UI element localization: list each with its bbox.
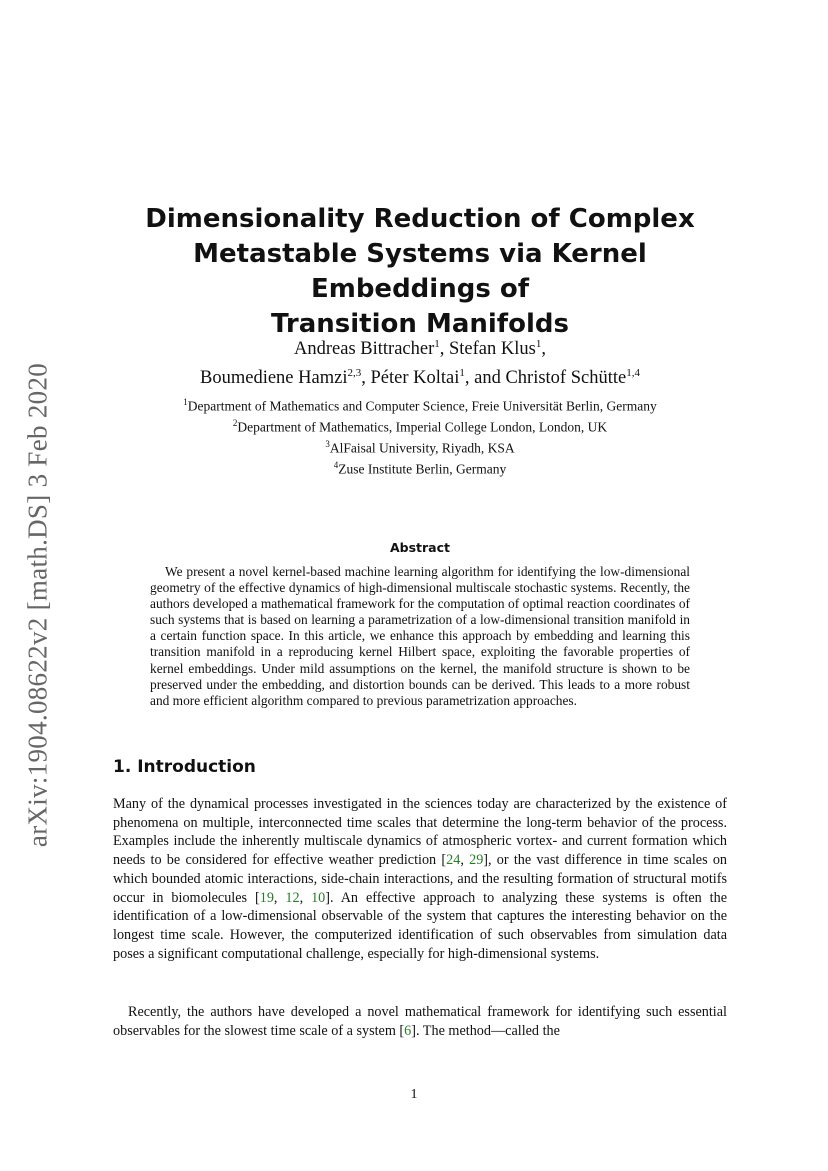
citation-link[interactable]: 10: [311, 889, 326, 906]
paragraph-text: ]. An effective approach to analyzing these systems is often the identification of a low-dimensional observable of the system that captures the interesting behavior on the longest time scale. However, the computerized identification of such observables from simulation data poses a significant computational challenge, especially for high-dimensional systems.: [113, 889, 728, 962]
citation-link[interactable]: 24: [446, 852, 461, 869]
paragraph-text: ]. The method—called the: [411, 1022, 560, 1039]
abstract-heading: Abstract: [389, 540, 451, 555]
affiliation-list: [100, 394, 740, 478]
affiliation-mark: 3: [325, 439, 330, 449]
affiliation-text: Zuse Institute Berlin, Germany: [338, 461, 507, 477]
affiliation: [100, 436, 740, 457]
paragraph-text: Many of the dynamical processes investigated in the sciences today are characterized by the existence of phenomena on multiple, interconnected time scales that determine the long-term behavior of the process. Examples include the inherently multiscale dynamics of atmospheric vortex- and current formation which needs to be considered for effective weather prediction [: [113, 796, 727, 869]
author-affiliation-mark: 1: [459, 367, 465, 380]
paper-title: [100, 202, 740, 342]
author-name: Boumediene Hamzi: [200, 368, 348, 389]
citation-separator: ,: [460, 852, 470, 869]
author-separator: ,: [439, 339, 449, 360]
arxiv-identifier: arXiv:1904.08622v2 [math.DS] 3 Feb 2020: [22, 362, 53, 848]
title-line: Metastable Systems via Kernel Embeddings of: [193, 239, 647, 304]
affiliation-text: Department of Mathematics, Imperial College London, London, UK: [237, 419, 608, 435]
author-name: Christof Schütte: [505, 368, 627, 389]
affiliation: [100, 457, 740, 478]
citation-link[interactable]: 29: [469, 852, 484, 869]
affiliation-text: AlFaisal University, Riyadh, KSA: [329, 440, 515, 456]
citation-link[interactable]: 19: [259, 889, 274, 906]
arxiv-sidebar: [8, 350, 68, 860]
section-heading-introduction: 1. Introduction: [113, 757, 256, 777]
author-affiliation-mark: 2,3: [347, 367, 362, 380]
citation-separator: ,: [273, 889, 286, 906]
affiliation-mark: 2: [232, 418, 238, 428]
introduction-paragraph: [113, 795, 727, 963]
title-line: Transition Manifolds: [271, 309, 569, 339]
author-name: Péter Koltai: [370, 368, 460, 389]
affiliation-mark: 4: [333, 460, 339, 470]
affiliation: [100, 415, 740, 436]
paragraph-text: Recently, the authors have developed a novel mathematical framework for identifying such essential observables for the slowest time scale of a system [: [113, 1004, 727, 1039]
author-name: Stefan Klus: [449, 339, 536, 360]
author-affiliation-mark: 1,4: [626, 367, 640, 380]
author-affiliation-mark: 1: [535, 338, 542, 350]
author-name: Andreas Bittracher: [294, 339, 435, 360]
paragraph-text: ], or the vast difference in time scales on which bounded atomic interactions, side-chain interactions, and the resulting formation of structural motifs occur in biomolecules [: [113, 852, 728, 906]
page-number: 1: [410, 1087, 418, 1102]
introduction-paragraph: [113, 1003, 727, 1040]
affiliation-text: Department of Mathematics and Computer Science, Freie Universität Berlin, Germany: [187, 398, 657, 414]
title-line: Dimensionality Reduction of Complex: [145, 204, 695, 234]
abstract-text: We present a novel kernel-based machine learning algorithm for identifying the low-dimensional geometry of the effective dynamics of high-dimensional multiscale stochastic systems. Recently, the authors developed a mathematical framework for the computation of optimal reaction coordinates of such systems that is based on learning a parametrization of a low-dimensional transition manifold in a certain function space. In this article, we enhance this approach by embedding and learning this transition manifold in a reproducing kernel Hilbert space, exploiting the favorable properties of kernel embeddings. Under mild assumptions on the kernel, the manifold structure is shown to be preserved under the embedding, and distortion bounds can be derived. This leads to a more robust and more efficient algorithm compared to previous parametrization approaches.: [150, 564, 690, 708]
author-affiliation-mark: 1: [434, 338, 440, 350]
citation-link[interactable]: 12: [285, 889, 300, 906]
affiliation: [100, 394, 740, 415]
author-separator: ,: [361, 368, 371, 389]
author-list: [100, 332, 740, 390]
author-separator: , and: [464, 368, 506, 389]
citation-link[interactable]: 6: [404, 1022, 412, 1039]
citation-separator: ,: [299, 889, 312, 906]
author-separator: ,: [541, 339, 546, 360]
affiliation-mark: 1: [183, 397, 188, 407]
